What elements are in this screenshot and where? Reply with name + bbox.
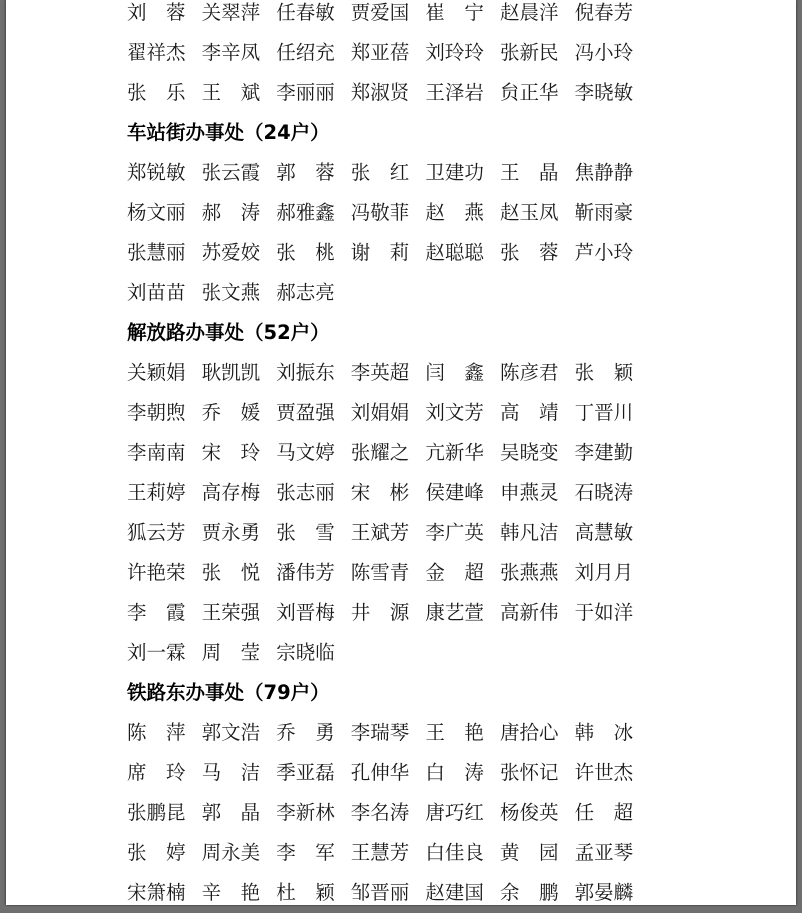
name-row: [127, 793, 667, 833]
person-name: 赵晨洋: [499, 1, 559, 24]
person-name: 李英超: [350, 361, 410, 384]
person-name: 许艳荣: [127, 561, 186, 584]
person-name: 贾永勇: [201, 521, 261, 544]
person-name: 刘晋梅: [276, 601, 335, 624]
person-name: 金 超: [425, 561, 484, 584]
person-name: 宗晓临: [276, 641, 335, 664]
person-name: 关翠萍: [201, 1, 261, 24]
person-name: 李朝煦: [127, 401, 186, 424]
person-name: 李新林: [276, 801, 335, 824]
person-name: 刘文芳: [425, 401, 484, 424]
name-row: [127, 713, 667, 753]
person-name: 郑亚蓓: [350, 41, 410, 64]
person-name: 陈 萍: [127, 721, 186, 744]
name-row: [127, 553, 667, 593]
name-row: [127, 633, 667, 673]
person-name: 高新伟: [499, 601, 559, 624]
person-name: 张 颖: [574, 361, 634, 384]
person-name: 乔 媛: [201, 401, 261, 424]
person-name: 刘一霖: [127, 641, 186, 664]
person-name: 石晓涛: [574, 481, 634, 504]
name-row: [127, 193, 667, 233]
person-name: 杨文丽: [127, 201, 186, 224]
person-name: 刘 蓉: [127, 1, 186, 24]
person-name: 张燕燕: [499, 561, 559, 584]
person-name: 李丽丽: [276, 81, 335, 104]
person-name: 张新民: [499, 41, 559, 64]
name-row: [127, 0, 667, 33]
person-name: 李南南: [127, 441, 186, 464]
person-name: 贠正华: [499, 81, 559, 104]
person-name: 季亚磊: [276, 761, 335, 784]
person-name: 辛 艳: [201, 881, 261, 904]
person-name: 刘月月: [574, 561, 634, 584]
person-name: 关颖娟: [127, 361, 186, 384]
name-row: [127, 753, 667, 793]
person-name: 李 军: [276, 841, 335, 864]
person-name: 刘振东: [276, 361, 335, 384]
person-name: 崔 宁: [425, 1, 484, 24]
person-name: 康艺萱: [425, 601, 484, 624]
person-name: 张 悦: [201, 561, 261, 584]
person-name: 陈彦君: [499, 361, 559, 384]
person-name: 刘娟娟: [350, 401, 410, 424]
person-name: 翟祥杰: [127, 41, 186, 64]
document-page: [6, 0, 796, 905]
person-name: 周永美: [201, 841, 261, 864]
person-name: 苏爱姣: [201, 241, 261, 264]
name-row: [127, 873, 667, 913]
name-row: [127, 433, 667, 473]
person-name: 宋 玲: [201, 441, 261, 464]
person-name: 李 霞: [127, 601, 186, 624]
name-row: [127, 393, 667, 433]
person-name: 张耀之: [350, 441, 410, 464]
person-name: 杨俊英: [499, 801, 559, 824]
person-name: 王荣强: [201, 601, 261, 624]
person-name: 郝志亮: [276, 281, 335, 304]
person-name: 张 乐: [127, 81, 186, 104]
person-name: 刘苗苗: [127, 281, 186, 304]
person-name: 井 源: [350, 601, 410, 624]
person-name: 王 晶: [499, 161, 559, 184]
person-name: 高慧敏: [574, 521, 634, 544]
person-name: 张 桃: [276, 241, 335, 264]
person-name: 丁晋川: [574, 401, 634, 424]
person-name: 潘伟芳: [276, 561, 335, 584]
person-name: 黄 园: [499, 841, 559, 864]
person-name: 高存梅: [201, 481, 261, 504]
person-name: 亢新华: [425, 441, 484, 464]
person-name: 高 靖: [499, 401, 559, 424]
name-row: [127, 233, 667, 273]
person-name: 赵玉凤: [499, 201, 559, 224]
person-name: 张鹏昆: [127, 801, 186, 824]
person-name: 陈雪青: [350, 561, 410, 584]
person-name: 郭晏麟: [574, 881, 634, 904]
person-name: 闫 鑫: [425, 361, 484, 384]
person-name: 孟亚琴: [574, 841, 634, 864]
person-name: 郑锐敏: [127, 161, 186, 184]
person-name: 宋 彬: [350, 481, 410, 504]
person-name: 任春敏: [276, 1, 335, 24]
person-name: 白佳良: [425, 841, 484, 864]
person-name: 李名涛: [350, 801, 410, 824]
person-name: 王斌芳: [350, 521, 410, 544]
person-name: 焦静静: [574, 161, 634, 184]
person-name: 王慧芳: [350, 841, 410, 864]
person-name: 唐巧红: [425, 801, 484, 824]
person-name: 卫建功: [425, 161, 484, 184]
person-name: 邹晋丽: [350, 881, 410, 904]
person-name: 周 莹: [201, 641, 261, 664]
person-name: 张文燕: [201, 281, 261, 304]
name-row: [127, 513, 667, 553]
person-name: 王泽岩: [425, 81, 484, 104]
person-name: 芦小玲: [574, 241, 634, 264]
person-name: 谢 莉: [350, 241, 410, 264]
name-row: [127, 73, 667, 113]
person-name: 侯建峰: [425, 481, 484, 504]
person-name: 赵聪聪: [425, 241, 484, 264]
person-name: 郝雅鑫: [276, 201, 335, 224]
name-row: [127, 353, 667, 393]
person-name: 郭文浩: [201, 721, 261, 744]
person-name: 杜 颖: [276, 881, 335, 904]
person-name: 贾爱国: [350, 1, 410, 24]
person-name: 赵建国: [425, 881, 484, 904]
person-name: 马 洁: [201, 761, 261, 784]
name-row: [127, 153, 667, 193]
person-name: 许世杰: [574, 761, 634, 784]
person-name: 李瑞琴: [350, 721, 410, 744]
person-name: 郝 涛: [201, 201, 261, 224]
person-name: 倪春芳: [574, 1, 634, 24]
person-name: 张 婷: [127, 841, 186, 864]
person-name: 马文婷: [276, 441, 335, 464]
person-name: 李辛凤: [201, 41, 261, 64]
person-name: 李建勤: [574, 441, 634, 464]
person-name: 申燕灵: [499, 481, 559, 504]
person-name: 张志丽: [276, 481, 335, 504]
person-name: 韩 冰: [574, 721, 634, 744]
name-row: [127, 473, 667, 513]
person-name: 靳雨豪: [574, 201, 634, 224]
name-row: [127, 833, 667, 873]
person-name: 冯小玲: [574, 41, 634, 64]
name-row: [127, 273, 667, 313]
person-name: 冯敬菲: [350, 201, 410, 224]
person-name: 张 红: [350, 161, 410, 184]
person-name: 张 雪: [276, 521, 335, 544]
person-name: 王 斌: [201, 81, 261, 104]
person-name: 李广英: [425, 521, 484, 544]
person-name: 郭 蓉: [276, 161, 335, 184]
person-name: 张云霞: [201, 161, 261, 184]
person-name: 白 涛: [425, 761, 484, 784]
person-name: 张慧丽: [127, 241, 186, 264]
person-name: 郭 晶: [201, 801, 261, 824]
person-name: 唐拾心: [499, 721, 559, 744]
person-name: 贾盈强: [276, 401, 335, 424]
section-heading: 车站街办事处（24户）: [127, 121, 330, 144]
person-name: 席 玲: [127, 761, 186, 784]
person-name: 张 蓉: [499, 241, 559, 264]
person-name: 刘玲玲: [425, 41, 484, 64]
person-name: 王 艳: [425, 721, 484, 744]
person-name: 郑淑贤: [350, 81, 410, 104]
name-list: [127, 0, 667, 913]
person-name: 王莉婷: [127, 481, 186, 504]
person-name: 乔 勇: [276, 721, 335, 744]
person-name: 宋箫楠: [127, 881, 186, 904]
person-name: 张怀记: [499, 761, 559, 784]
person-name: 赵 燕: [425, 201, 484, 224]
section-heading: 铁路东办事处（79户）: [127, 681, 330, 704]
person-name: 余 鹏: [499, 881, 559, 904]
person-name: 任 超: [574, 801, 634, 824]
name-row: [127, 33, 667, 73]
person-name: 李晓敏: [574, 81, 634, 104]
person-name: 吴晓变: [499, 441, 559, 464]
person-name: 任绍充: [276, 41, 335, 64]
name-row: [127, 593, 667, 633]
section-heading: 解放路办事处（52户）: [127, 321, 330, 344]
person-name: 孔伸华: [350, 761, 410, 784]
person-name: 于如洋: [574, 601, 634, 624]
person-name: 耿凯凯: [201, 361, 261, 384]
person-name: 韩凡洁: [499, 521, 559, 544]
person-name: 狐云芳: [127, 521, 186, 544]
